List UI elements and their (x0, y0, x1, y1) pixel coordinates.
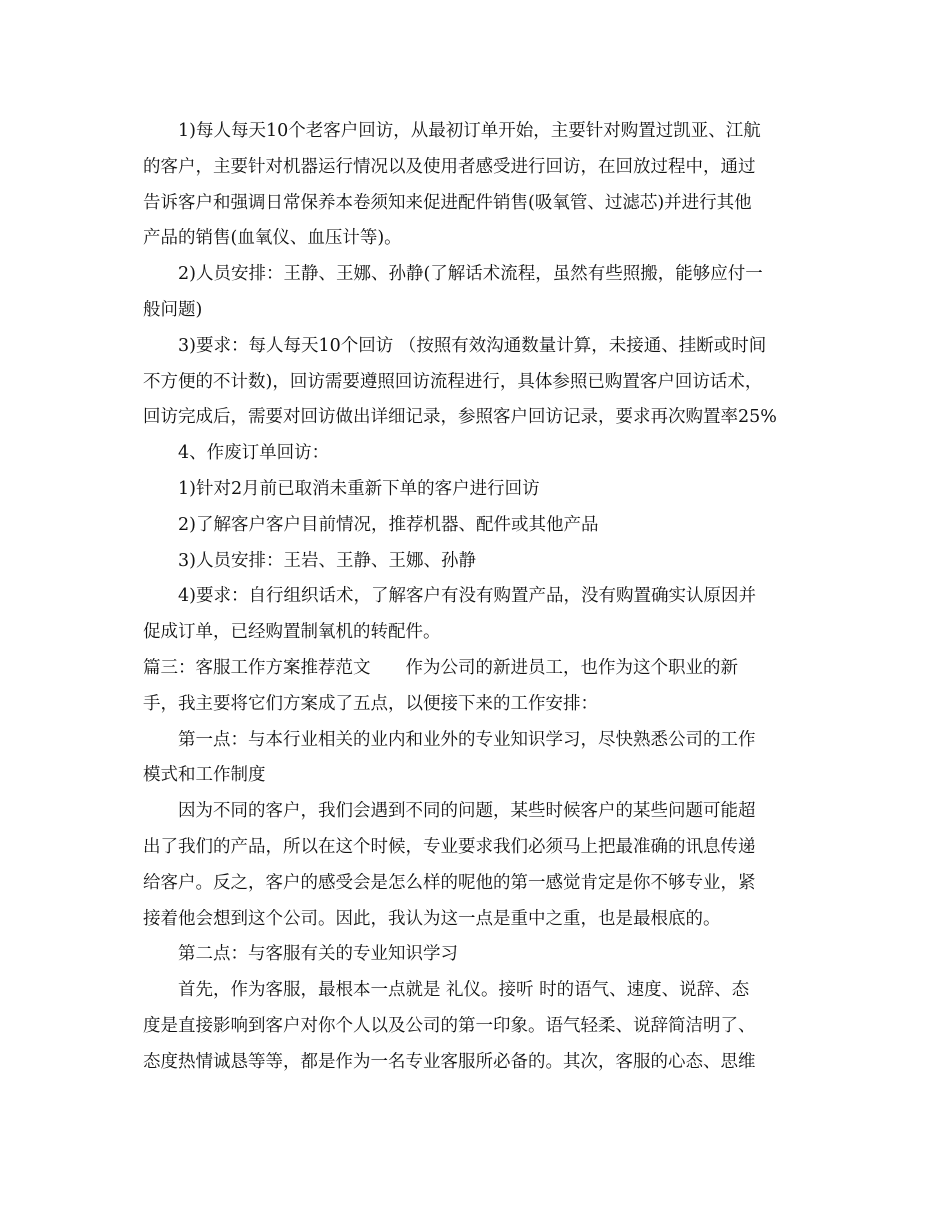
text-line: 2)了解客户客户目前情况，推荐机器、配件或其他产品 (178, 514, 599, 535)
text-line: 回访完成后，需要对回访做出详细记录，参照客户回访记录，要求再次购置率25% (143, 407, 777, 428)
text-line: 因为不同的客户，我们会遇到不同的问题，某些时候客户的某些问题可能超 (178, 801, 756, 822)
text-line: 出了我们的产品，所以在这个时候，专业要求我们必须马上把最准确的讯息传递 (143, 836, 756, 857)
text-line: 度是直接影响到客户对你个人以及公司的第一印象。语气轻柔、说辞简洁明了、 (143, 1015, 756, 1036)
text-line: 般问题) (143, 299, 203, 320)
paragraph (143, 579, 811, 651)
text-line: 促成订单，已经购置制氧机的转配件。 (143, 622, 441, 643)
text-line: 1)针对2月前已取消未重新下单的客户进行回访 (178, 478, 540, 499)
text-line: 接着他会想到这个公司。因此，我认为这一点是重中之重，也是最根底的。 (143, 908, 721, 929)
text-line: 不方便的不计数)，回访需要遵照回访流程进行，具体参照已购置客户回访话术， (143, 371, 763, 392)
text-line: 篇三：客服工作方案推荐范文 作为公司的新进员工，也作为这个职业的新 (143, 657, 738, 678)
text-line: 2)人员安排：王静、王娜、孙静(了解话术流程，虽然有些照搬，能够应付一 (178, 264, 763, 285)
paragraph (143, 544, 811, 580)
text-line: 手，我主要将它们方案成了五点，以便接下来的工作安排： (143, 693, 598, 714)
text-line: 给客户。反之，客户的感受会是怎么样的呢他的第一感觉肯定是你不够专业，紧 (143, 872, 756, 893)
paragraph (143, 329, 811, 436)
text-line: 4、作废订单回访： (178, 443, 330, 464)
text-line: 3)要求：每人每天10个回访 （按照有效沟通数量计算，未接通、挂断或时间 (178, 335, 767, 356)
paragraph (143, 937, 811, 973)
text-line: 态度热情诚恳等等，都是作为一名专业客服所必备的。其次，客服的心态、思维 (143, 1051, 756, 1072)
text-line: 3)人员安排：王岩、王静、王娜、孙静 (178, 550, 476, 571)
text-line: 的客户，主要针对机器运行情况以及使用者感受进行回访，在回放过程中，通过 (143, 156, 756, 177)
paragraph (143, 794, 811, 937)
text-line: 第二点：与客服有关的专业知识学习 (178, 944, 458, 965)
text-line: 第一点：与本行业相关的业内和业外的专业知识学习，尽快熟悉公司的工作 (178, 729, 756, 750)
text-line: 模式和工作制度 (143, 765, 266, 786)
text-line: 首先，作为客服，最根本一点就是 礼仪。接听 时的语气、速度、说辞、态 (178, 980, 750, 1001)
text-line: 1)每人每天10个老客户回访，从最初订单开始，主要针对购置过凯亚、江航 (178, 121, 761, 141)
paragraph (143, 973, 811, 1080)
text-line: 4)要求：自行组织话术，了解客户有没有购置产品，没有购置确实认原因并 (178, 586, 756, 607)
paragraph (143, 472, 811, 508)
text-line: 产品的销售(血氧仪、血压计等)。 (143, 228, 402, 249)
paragraph (143, 436, 811, 472)
text-line: 告诉客户和强调日常保养本卷须知来促进配件销售(吸氧管、过滤芯)并进行其他 (143, 192, 752, 213)
document-body (143, 114, 811, 1081)
paragraph (143, 114, 811, 257)
paragraph (143, 723, 811, 795)
paragraph (143, 651, 811, 723)
paragraph (143, 257, 811, 329)
paragraph (143, 508, 811, 544)
